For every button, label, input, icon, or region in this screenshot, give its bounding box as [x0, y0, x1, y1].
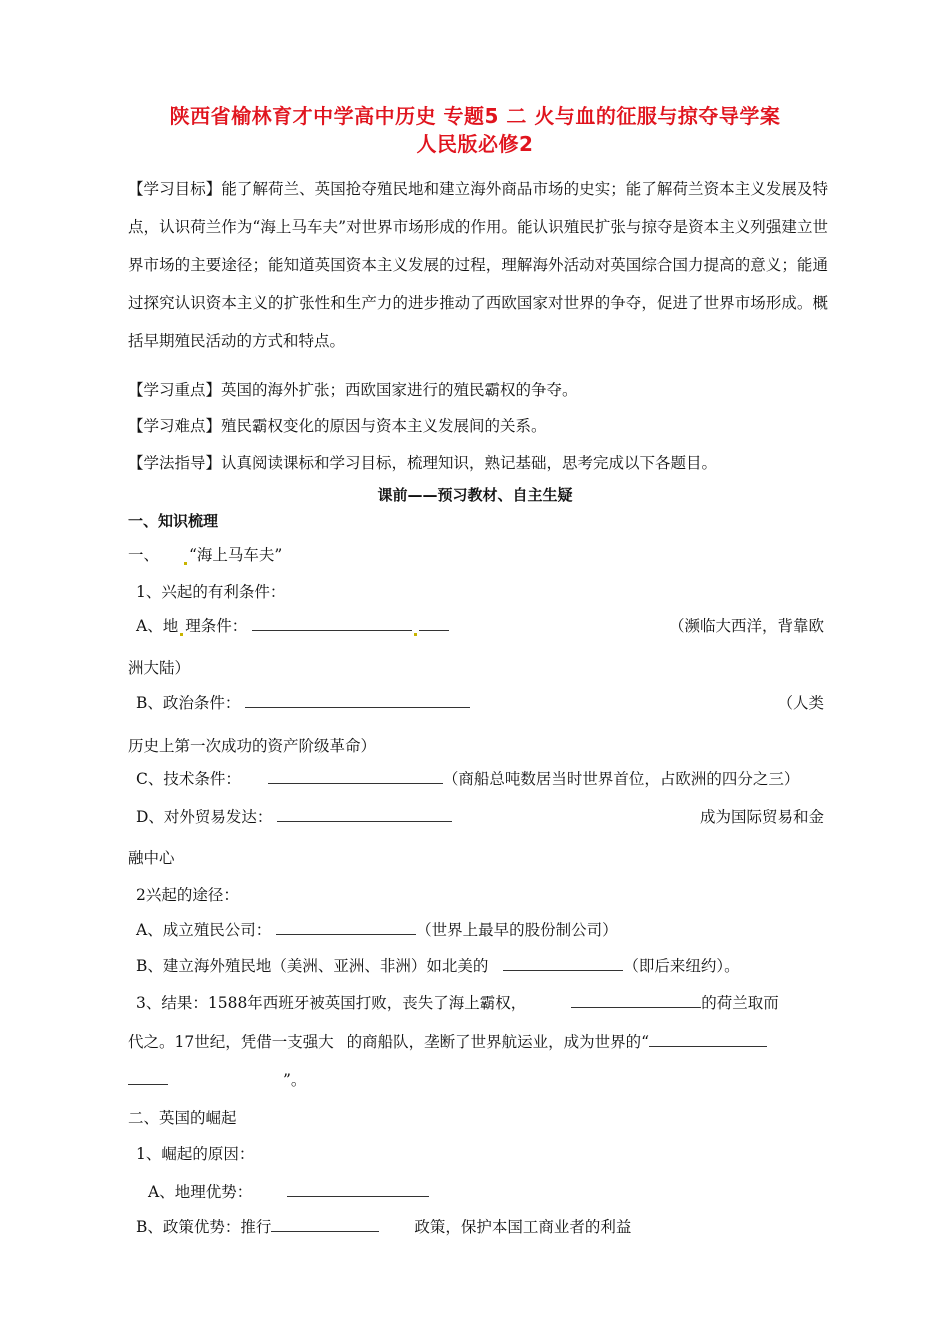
- result-tail: 的荷兰取而: [701, 994, 779, 1012]
- key-points-label: 【学习重点】: [128, 381, 222, 399]
- rise-reasons: 1、崛起的原因：: [136, 1145, 255, 1163]
- condition-b-note: （人类: [777, 694, 824, 712]
- way-a-label: A、成立殖民公司：: [136, 921, 272, 939]
- item-one-prefix: 一、: [128, 546, 160, 564]
- policy-advantage-blank[interactable]: [271, 1217, 379, 1232]
- policy-advantage-row: [136, 1215, 836, 1237]
- stray-dot: [184, 562, 187, 565]
- condition-c-blank[interactable]: [268, 769, 443, 784]
- condition-d-blank[interactable]: [277, 807, 452, 822]
- section-heading: 课前——预习教材、自主生疑: [377, 486, 573, 504]
- learning-objectives: [128, 170, 828, 360]
- favorable-conditions: 1、兴起的有利条件：: [136, 583, 286, 601]
- condition-c-note: （商船总吨数居当时世界首位，占欧洲的四分之三）: [442, 770, 800, 788]
- result-line2b: 的商船队，垄断了世界航运业，成为世界的“: [346, 1033, 650, 1051]
- way-a-row: [136, 918, 836, 940]
- result-blank-2-cont[interactable]: [128, 1070, 168, 1085]
- geo-advantage-label: A、地理优势：: [148, 1183, 253, 1201]
- condition-d-note-cont: 融中心: [128, 849, 175, 867]
- condition-b-note-cont: 历史上第一次成功的资产阶级革命）: [128, 737, 377, 755]
- item-one-title: “海上马车夫”: [188, 546, 283, 564]
- way-b-note: （即后来纽约）。: [623, 957, 740, 975]
- way-a-blank[interactable]: [276, 920, 416, 935]
- item-one-heading: [128, 543, 828, 565]
- objectives-text: 能了解荷兰、英国抢夺殖民地和建立海外商品市场的史实；能了解荷兰资本主义发展及特点，认识荷兰作为“海上马车夫”对世界市场形成的作用。能认识殖民扩张与掠夺是资本主义列强建立世界市场的主要途径；能知道英国资本主义发展的过程，理解海外活动对英国综合国力提高的意义；能通过探究认识资本主义的扩张性和生产力的进步推动了西欧国家对世界的争夺，促进了世界市场形成。概括早期殖民活动的方式和特点。: [128, 180, 828, 350]
- condition-d-label: D、对外贸易发达：: [136, 808, 273, 826]
- condition-c-row: [136, 767, 836, 789]
- result-row-3: [128, 1068, 828, 1090]
- way-b-row: [136, 954, 836, 976]
- difficulties: [128, 414, 828, 436]
- condition-a-note-cont: 洲大陆）: [128, 659, 191, 677]
- condition-b-blank[interactable]: [245, 693, 470, 708]
- result-end: ”。: [282, 1071, 307, 1089]
- key-points-text: 英国的海外扩张；西欧国家进行的殖民霸权的争夺。: [221, 381, 578, 399]
- result-line2a: 代之。17世纪，凭借一支强大: [128, 1033, 334, 1051]
- result-label: 3、结果：1588年西班牙被英国打败，丧失了海上霸权，: [136, 994, 527, 1012]
- condition-b-row: [136, 691, 836, 713]
- method-label: 【学法指导】: [128, 454, 222, 472]
- difficulties-text: 殖民霸权变化的原因与资本主义发展间的关系。: [221, 417, 547, 435]
- way-b-blank[interactable]: [503, 956, 623, 971]
- part-one-heading: 一、知识梳理: [128, 512, 219, 530]
- stray-dot: [414, 633, 417, 636]
- condition-b-label: B、政治条件：: [136, 694, 241, 712]
- condition-a-blank-2[interactable]: [419, 616, 449, 631]
- method-text: 认真阅读课标和学习目标，梳理知识，熟记基础，思考完成以下各题目。: [221, 454, 718, 472]
- policy-advantage-tail: 政策，保护本国工商业者的利益: [414, 1218, 632, 1236]
- condition-a-label2: 理条件：: [185, 617, 248, 635]
- geo-advantage-blank[interactable]: [287, 1182, 429, 1197]
- result-blank-2[interactable]: [649, 1032, 767, 1047]
- condition-a-label: A、地: [136, 617, 179, 635]
- item-two-heading: 二、英国的崛起: [128, 1109, 237, 1127]
- document-subtitle: 人民版必修2: [416, 132, 534, 156]
- condition-c-label: C、技术条件：: [136, 770, 241, 788]
- geo-advantage-row: [148, 1180, 848, 1202]
- condition-a-blank[interactable]: [252, 616, 412, 631]
- condition-a-note: （濒临大西洋，背靠欧: [668, 617, 824, 635]
- document-title: 陕西省榆林育才中学高中历史 专题5 二 火与血的征服与掠夺导学案: [169, 104, 781, 128]
- result-row-2: [128, 1030, 828, 1052]
- result-blank-1[interactable]: [571, 993, 701, 1008]
- key-points: [128, 378, 828, 400]
- stray-dot: [180, 633, 183, 636]
- condition-d-note: 成为国际贸易和金: [699, 808, 824, 826]
- objectives-label: 【学习目标】: [128, 180, 222, 198]
- way-b-label: B、建立海外殖民地（美洲、亚洲、非洲）如北美的: [136, 957, 489, 975]
- rise-ways: 2兴起的途径：: [136, 886, 239, 904]
- result-row: [136, 991, 836, 1013]
- study-method: [128, 451, 828, 473]
- way-a-note: （世界上最早的股份制公司）: [416, 921, 618, 939]
- policy-advantage-label: B、政策优势：推行: [136, 1218, 272, 1236]
- difficulties-label: 【学习难点】: [128, 417, 222, 435]
